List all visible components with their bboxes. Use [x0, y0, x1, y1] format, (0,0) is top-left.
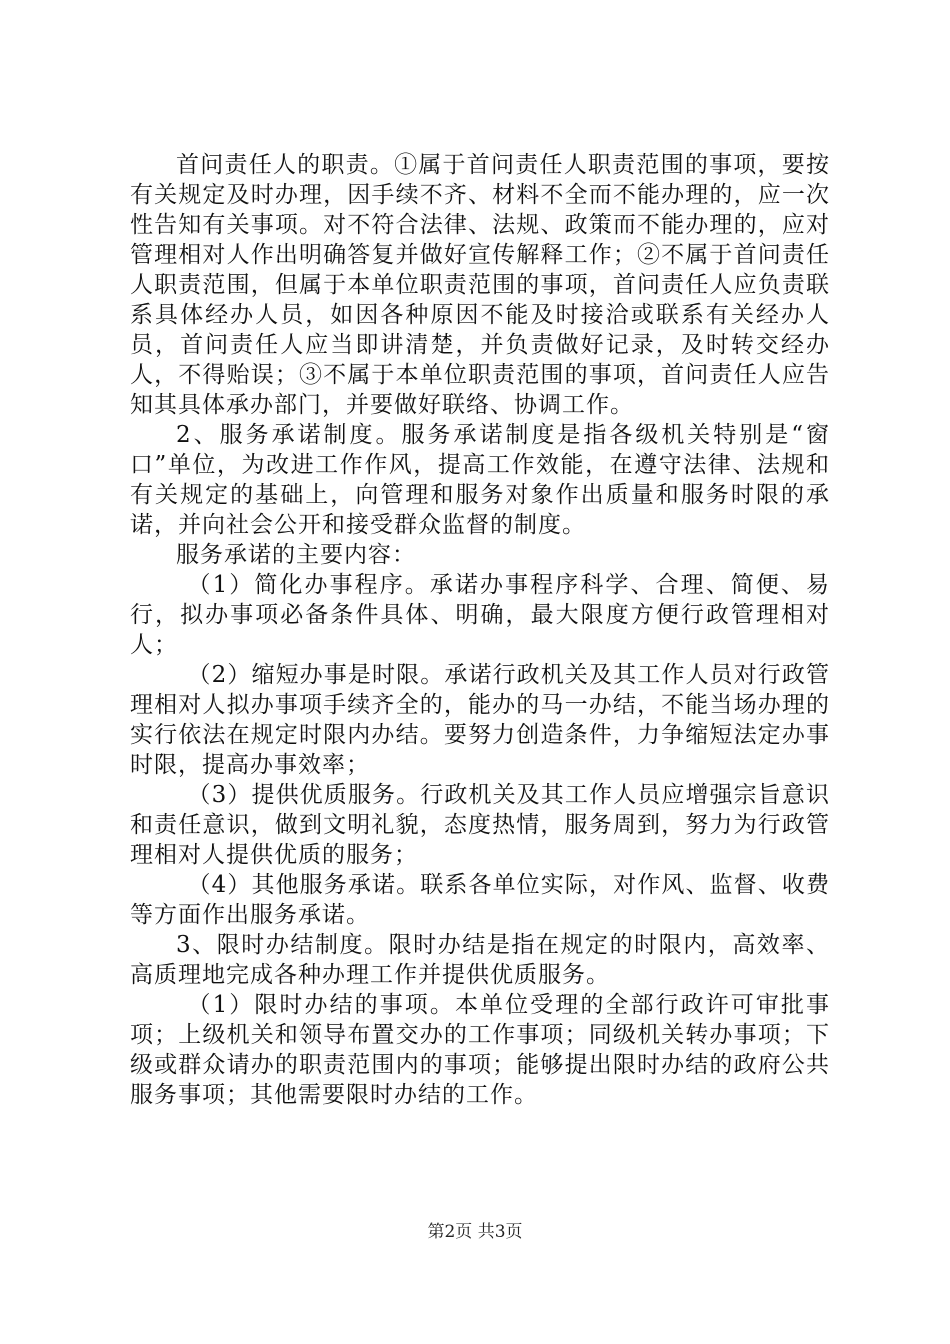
paragraph-service-commitment: 2、服务承诺制度。服务承诺制度是指各级机关特别是“窗口”单位，为改进工作作风，提高工作效能，在遵守法律、法规和有关规定的基础上，向管理和服务对象作出质量和服务时限的承诺，并向社会公开和接受群众监督的制度。 [130, 422, 830, 538]
body-text [130, 150, 830, 1110]
paragraph-commitment-heading: 服务承诺的主要内容： [176, 542, 416, 568]
paragraph-item-1: （1）简化办事程序。承诺办事程序科学、合理、简便、易行，拟办事项必备条件具体、明确，最大限度方便行政管理相对人； [130, 572, 830, 658]
paragraph-item-2: （2）缩短办事是时限。承诺行政机关及其工作人员对行政管理相对人拟办事项手续齐全的，能办的马一办结，不能当场办理的实行依法在规定时限内办结。要努力创造条件，力争缩短法定办事时限，提高办事效率； [130, 662, 830, 778]
paragraph-item-3: （3）提供优质服务。行政机关及其工作人员应增强宗旨意识和责任意识，做到文明礼貌，态度热情，服务周到，努力为行政管理相对人提供优质的服务； [130, 782, 830, 868]
paragraph-first-responsibility: 首问责任人的职责。①属于首问责任人职责范围的事项，要按有关规定及时办理，因手续不齐、材料不全而不能办理的，应一次性告知有关事项。对不符合法律、法规、政策而不能办理的，应对管理相对人作出明确答复并做好宣传解释工作；②不属于首问责任人职责范围，但属于本单位职责范围的事项，首问责任人应负责联系具体经办人员，如因各种原因不能及时接洽或联系有关经办人员，首问责任人应当即讲清楚，并负责做好记录，及时转交经办人，不得贻误；③不属于本单位职责范围的事项，首问责任人应告知其具体承办部门，并要做好联络、协调工作。 [130, 152, 830, 418]
page-number-footer: 第2页 共3页 [427, 1222, 523, 1242]
paragraph-item-4: （4）其他服务承诺。联系各单位实际，对作风、监督、收费等方面作出服务承诺。 [130, 872, 830, 928]
paragraph-time-limit-item-1: （1）限时办结的事项。本单位受理的全部行政许可审批事项；上级机关和领导布置交办的工作事项；同级机关转办事项；下级或群众请办的职责范围内的事项；能够提出限时办结的政府公共服务事项；其他需要限时办结的工作。 [130, 992, 830, 1108]
paragraph-time-limit: 3、限时办结制度。限时办结是指在规定的时限内，高效率、高质理地完成各种办理工作并提供优质服务。 [130, 932, 830, 988]
